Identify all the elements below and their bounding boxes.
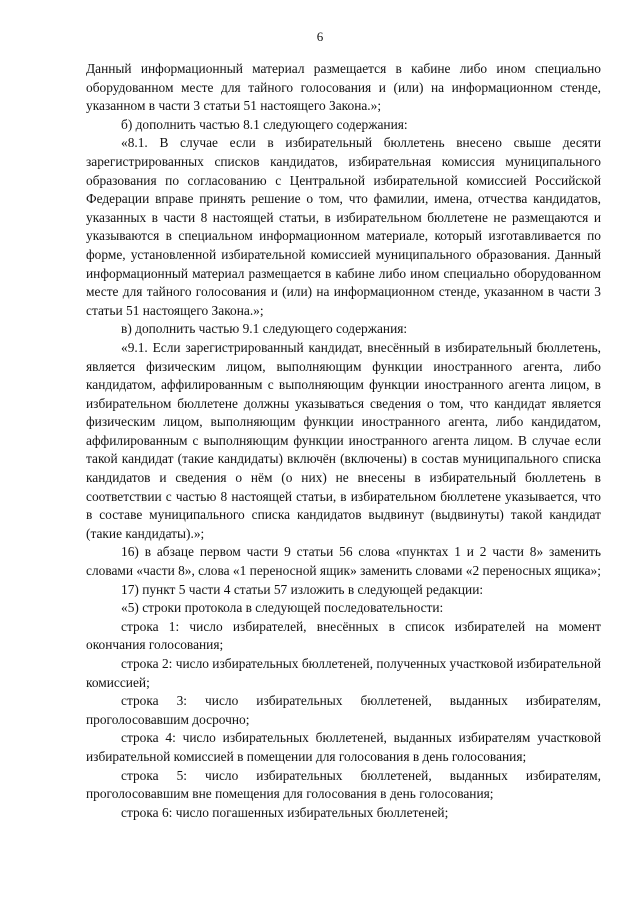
paragraph: «9.1. Если зарегистрированный кандидат, внесённый в избирательный бюллетень, является физическим лицом, выполняющим функции иностранного агента, либо кандидатом, аффилированным с выполняющим функции иностранного агента лицом, в избирательном бюллетене должны указываться сведения о том, что кандидат является физическим лицом, выполняющим функции иностранного агента, либо кандидатом, аффилированным с выполняющим функции иностранного агента лицом. В случае если такой кандидат (такие кандидаты) включён (включены) в состав муниципального списка кандидатов и сведения о нём (о них) не внесены в избирательный бюллетень в соответствии с частью 8 настоящей статьи, в избирательном бюллетене указывается, что в составе муниципального списка кандидатов выдвинут (выдвинуты) такой кандидат (такие кандидаты).»; [86, 339, 601, 541]
paragraph: строка 1: число избирателей, внесённых в список избирателей на момент окончания голосования; [86, 618, 601, 653]
paragraph: «8.1. В случае если в избирательный бюллетень внесено свыше десяти зарегистрированных списков кандидатов, избирательная комиссия муниципального образования по согласованию с Центральной избирательной комиссией Российской Федерации вправе принять решение о том, что фамилии, имена, отчества кандидатов, указанных в части 8 настоящей статьи, в избирательном бюллетене не размещаются и указываются в специальном информационном материале, который изготавливается по форме, установленной избирательной комиссией муниципального образования. Данный информационный материал размещается в кабине либо ином специально оборудованном месте для тайного голосования и (или) на информационном стенде, указанном в части 3 статьи 51 настоящего Закона.»; [86, 135, 601, 318]
paragraph: 17) пункт 5 части 4 статьи 57 изложить в следующей редакции: [121, 581, 484, 597]
paragraph: строка 3: число избирательных бюллетеней, выданных избирателям, проголосовавшим досрочно; [86, 693, 601, 727]
paragraph: в) дополнить частью 9.1 следующего содержания: [121, 321, 408, 337]
paragraph: строка 2: число избирательных бюллетеней, полученных участковой избирательной комиссией; [86, 656, 601, 690]
page-number: 6 [316, 29, 324, 44]
paragraph: 16) в абзаце первом части 9 статьи 56 слова «пунктах 1 и 2 части 8» заменить словами «части 8», слова «1 переносной ящик» заменить словами «2 переносных ящика»; [86, 544, 601, 579]
paragraph: строка 4: число избирательных бюллетеней, выданных избирателям участковой избирательной комиссией в помещении для голосования в день голосования; [86, 730, 601, 764]
paragraph: строка 6: число погашенных избирательных бюллетеней; [121, 804, 449, 820]
paragraph: б) дополнить частью 8.1 следующего содержания: [121, 116, 408, 132]
paragraph: строка 5: число избирательных бюллетеней, выданных избирателям, проголосовавшим вне помещения для голосования в день голосования; [86, 767, 601, 802]
paragraph: Данный информационный материал размещается в кабине либо ином специально оборудованном месте для тайного голосования и (или) на информационном стенде, указанном в части 3 статьи 51 настоящего Закона.»; [86, 61, 601, 114]
paragraph: «5) строки протокола в следующей последовательности: [121, 600, 444, 616]
document-body [86, 60, 601, 822]
